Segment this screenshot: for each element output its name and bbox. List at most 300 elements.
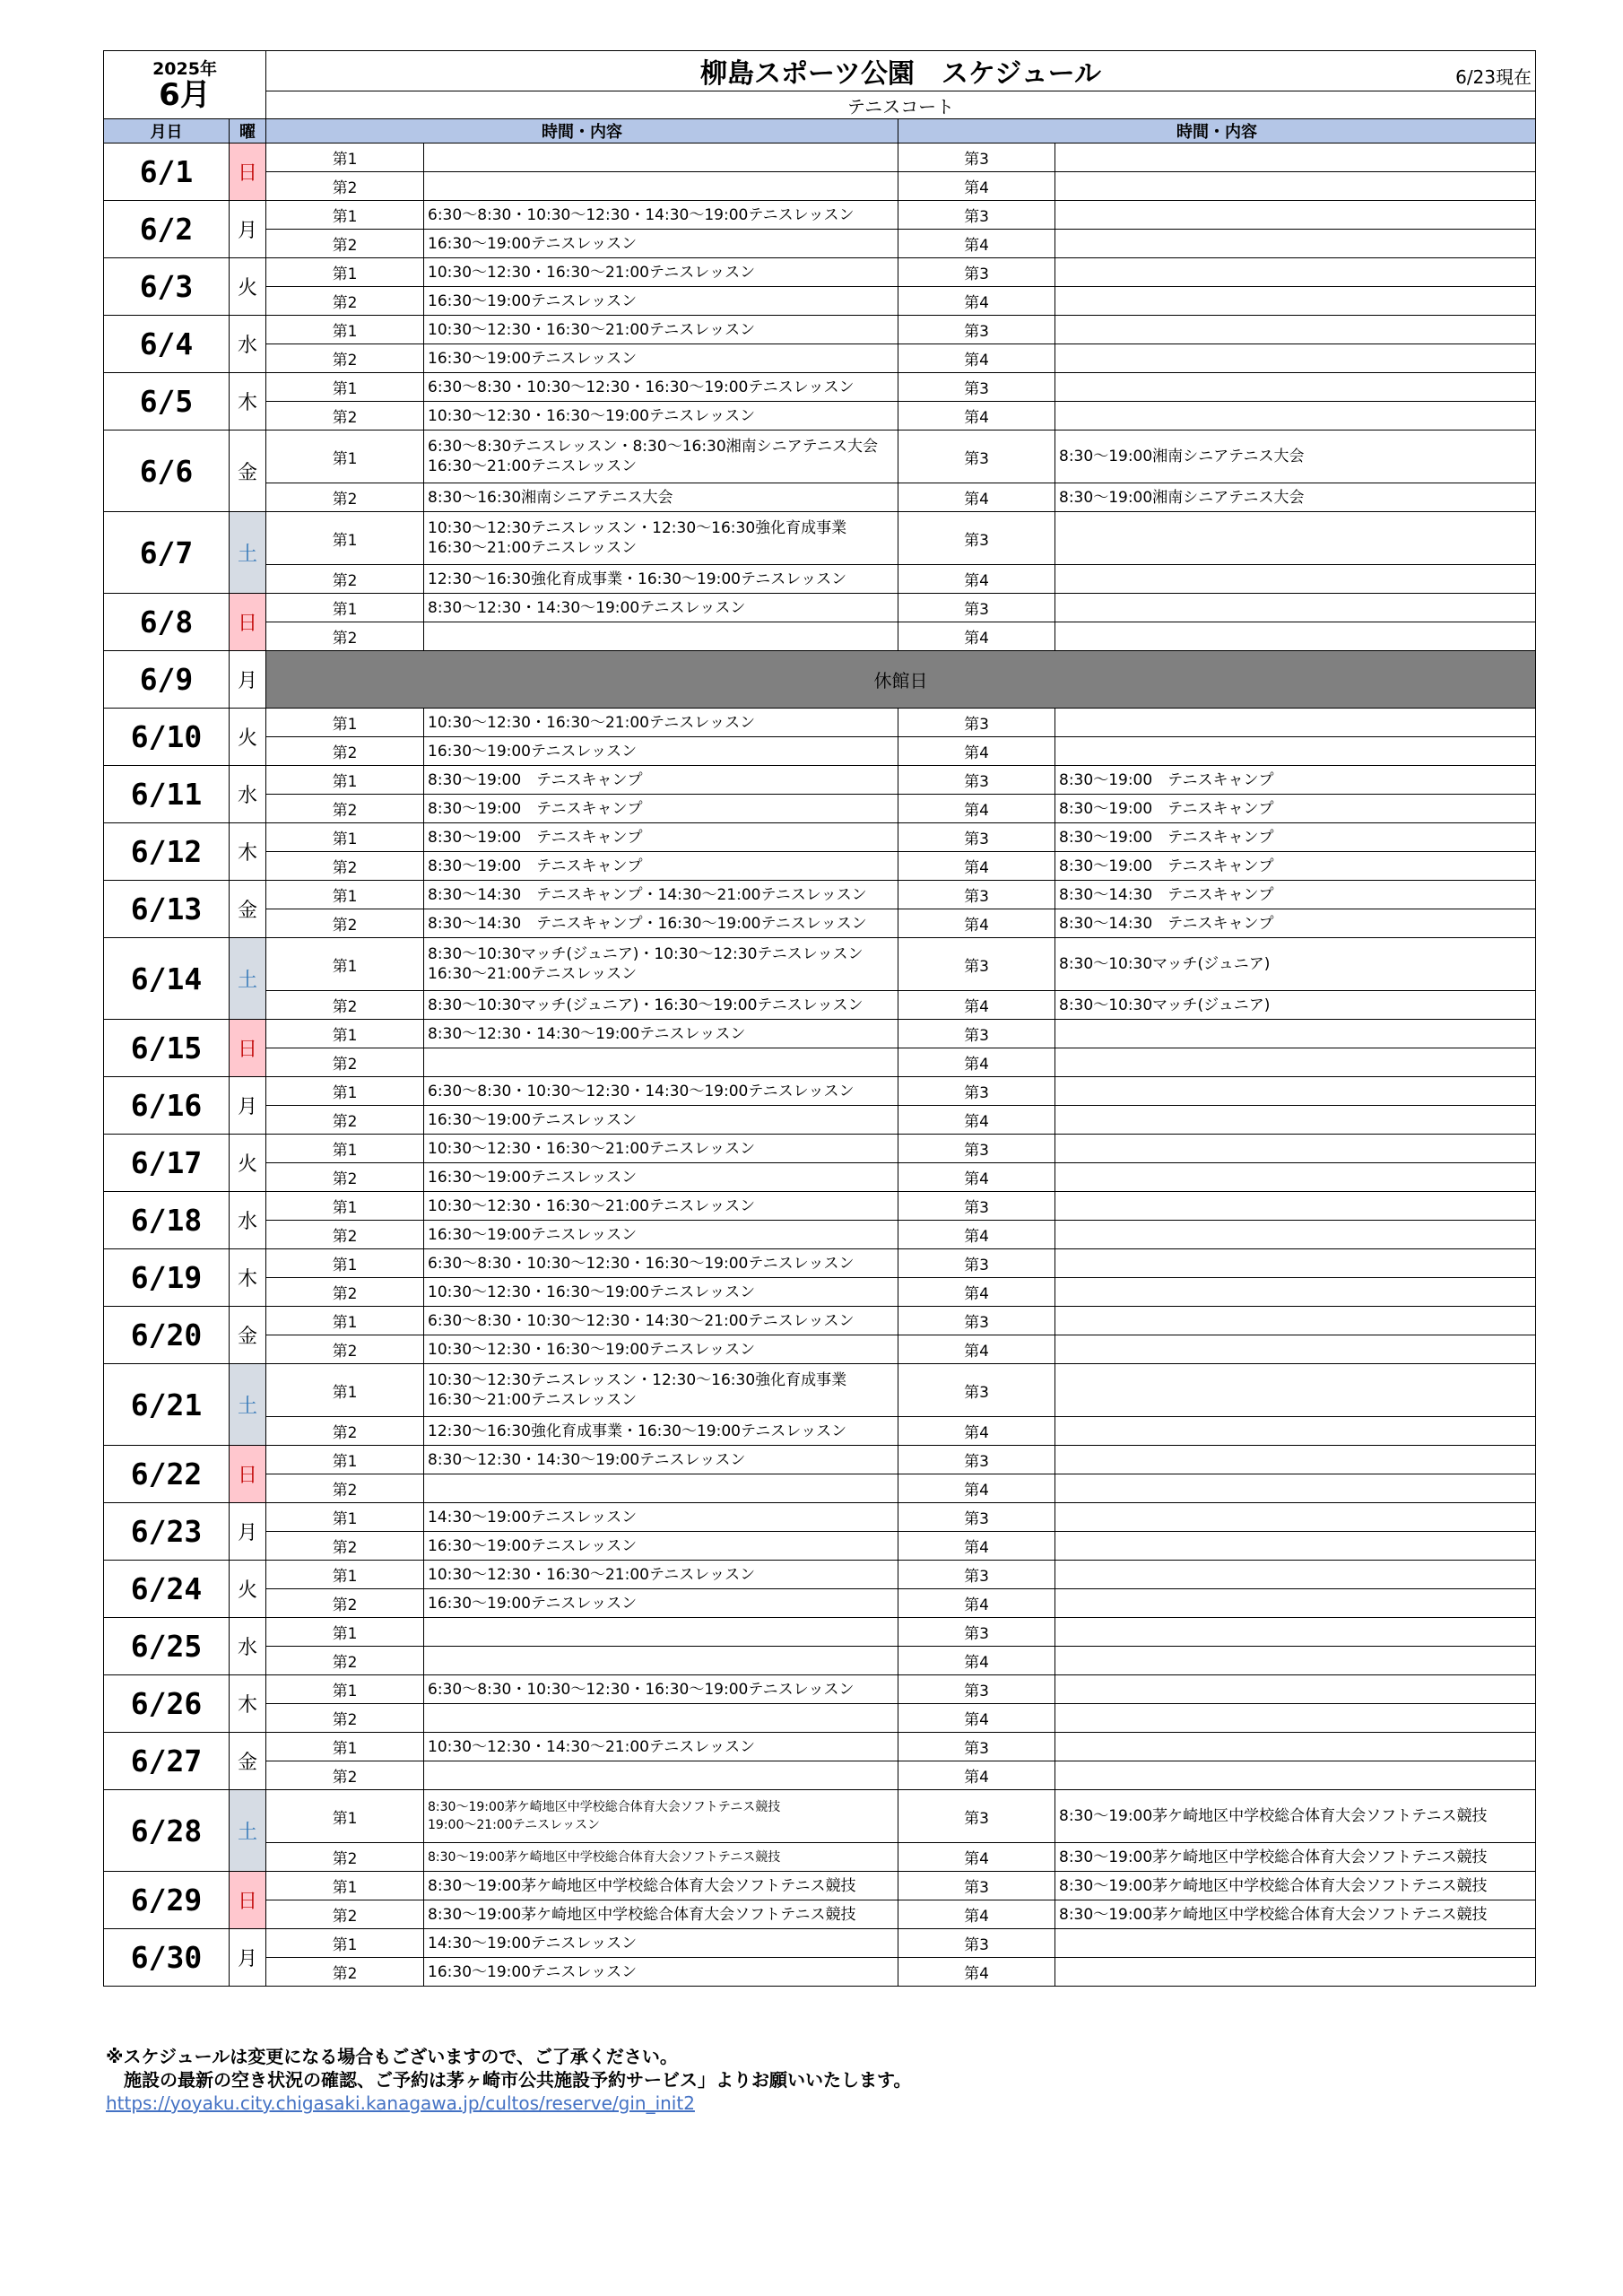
court-label: 第4	[898, 1958, 1055, 1987]
court-label: 第3	[898, 1364, 1055, 1417]
court-schedule	[1055, 344, 1536, 373]
date-cell: 6/12	[104, 823, 230, 881]
court-schedule: 8:30～19:00 テニスキャンプ	[424, 823, 898, 852]
court-label: 第3	[898, 316, 1055, 344]
court-label: 第1	[266, 1135, 424, 1163]
court-label: 第2	[266, 1106, 424, 1135]
date-cell: 6/6	[104, 430, 230, 512]
title-cell	[266, 51, 1536, 91]
court-schedule	[1055, 594, 1536, 622]
date-cell: 6/4	[104, 316, 230, 373]
court-schedule: 8:30～14:30 テニスキャンプ・14:30～21:00テニスレッスン	[424, 881, 898, 909]
court-label: 第1	[266, 373, 424, 402]
court-label: 第1	[266, 1446, 424, 1474]
day-row	[104, 344, 1536, 373]
court-label: 第4	[898, 344, 1055, 373]
day-row	[104, 512, 1536, 565]
day-row	[104, 1106, 1536, 1135]
court-schedule: 8:30～10:30マッチ(ジュニア)	[1055, 991, 1536, 1020]
court-label: 第2	[266, 172, 424, 201]
weekday-cell: 火	[230, 258, 266, 316]
court-schedule: 8:30～12:30・14:30～19:00テニスレッスン	[424, 594, 898, 622]
weekday-cell: 土	[230, 512, 266, 594]
court-label: 第2	[266, 795, 424, 823]
day-row	[104, 1249, 1536, 1278]
day-row	[104, 1618, 1536, 1647]
column-header-row	[104, 119, 1536, 144]
page-title: 柳島スポーツ公園 スケジュール	[700, 58, 1102, 90]
court-label: 第1	[266, 1364, 424, 1417]
court-label: 第3	[898, 1307, 1055, 1335]
court-label: 第2	[266, 1221, 424, 1249]
date-cell: 6/15	[104, 1020, 230, 1077]
court-schedule: 10:30～12:30テニスレッスン・12:30～16:30強化育成事業 16:30～21:00テニスレッスン	[424, 512, 898, 565]
court-label: 第4	[898, 402, 1055, 430]
court-schedule: 10:30～12:30・16:30～19:00テニスレッスン	[424, 1278, 898, 1307]
court-schedule: 8:30～19:00 テニスキャンプ	[424, 852, 898, 881]
weekday-cell: 火	[230, 1561, 266, 1618]
court-label: 第4	[898, 1843, 1055, 1872]
footer-notes	[106, 2045, 911, 2092]
day-row	[104, 201, 1536, 230]
note-change: ※スケジュールは変更になる場合もございますので、ご了承ください。	[106, 2046, 678, 2067]
court-label: 第1	[266, 1077, 424, 1106]
court-label: 第1	[266, 709, 424, 737]
court-schedule: 8:30～12:30・14:30～19:00テニスレッスン	[424, 1020, 898, 1048]
day-row	[104, 1733, 1536, 1761]
court-schedule	[1055, 1335, 1536, 1364]
court-label: 第4	[898, 483, 1055, 512]
court-schedule: 6:30～8:30・10:30～12:30・14:30～21:00テニスレッスン	[424, 1307, 898, 1335]
court-schedule: 10:30～12:30・14:30～21:00テニスレッスン	[424, 1733, 898, 1761]
court-schedule: 8:30～19:00 テニスキャンプ	[1055, 766, 1536, 795]
court-schedule	[424, 1704, 898, 1733]
court-label: 第3	[898, 881, 1055, 909]
court-schedule: 16:30～19:00テニスレッスン	[424, 1163, 898, 1192]
court-label: 第3	[898, 1077, 1055, 1106]
weekday-cell: 水	[230, 766, 266, 823]
court-label: 第3	[898, 823, 1055, 852]
day-row	[104, 594, 1536, 622]
weekday-cell: 月	[230, 651, 266, 709]
day-row	[104, 373, 1536, 402]
court-label: 第1	[266, 1020, 424, 1048]
weekday-cell: 土	[230, 1790, 266, 1872]
court-label: 第4	[898, 1417, 1055, 1446]
weekday-cell: 日	[230, 1872, 266, 1929]
court-label: 第3	[898, 1446, 1055, 1474]
court-schedule	[1055, 1135, 1536, 1163]
court-schedule: 8:30～19:00 テニスキャンプ	[424, 795, 898, 823]
note-reservation: 施設の最新の空き状況の確認、ご予約は茅ヶ崎市公共施設予約サービス」よりお願いいたします。	[124, 2069, 912, 2091]
court-schedule	[1055, 1675, 1536, 1704]
court-label: 第1	[266, 1733, 424, 1761]
court-schedule: 6:30～8:30・10:30～12:30・16:30～19:00テニスレッスン	[424, 373, 898, 402]
court-schedule: 8:30～19:00茅ケ崎地区中学校総合体育大会ソフトテニス競技	[1055, 1790, 1536, 1843]
court-label: 第3	[898, 594, 1055, 622]
court-label: 第2	[266, 1532, 424, 1561]
date-cell: 6/24	[104, 1561, 230, 1618]
court-schedule: 16:30～19:00テニスレッスン	[424, 344, 898, 373]
date-cell: 6/17	[104, 1135, 230, 1192]
court-schedule: 8:30～19:00茅ケ崎地区中学校総合体育大会ソフトテニス競技	[424, 1872, 898, 1900]
court-label: 第1	[266, 1249, 424, 1278]
court-label: 第4	[898, 1532, 1055, 1561]
court-schedule	[1055, 1532, 1536, 1561]
month-label-cell	[104, 51, 266, 119]
court-schedule	[1055, 622, 1536, 651]
court-label: 第2	[266, 737, 424, 766]
court-label: 第2	[266, 1647, 424, 1675]
date-cell: 6/14	[104, 938, 230, 1020]
date-cell: 6/20	[104, 1307, 230, 1364]
day-row	[104, 823, 1536, 852]
day-row	[104, 1446, 1536, 1474]
day-row	[104, 1077, 1536, 1106]
court-label: 第3	[898, 1020, 1055, 1048]
court-schedule: 8:30～19:00茅ケ崎地区中学校総合体育大会ソフトテニス競技	[1055, 1872, 1536, 1900]
court-label: 第4	[898, 1335, 1055, 1364]
weekday-cell: 木	[230, 1249, 266, 1307]
court-label: 第3	[898, 258, 1055, 287]
date-cell: 6/7	[104, 512, 230, 594]
weekday-cell: 月	[230, 1929, 266, 1987]
weekday-cell: 月	[230, 1503, 266, 1561]
court-schedule	[1055, 402, 1536, 430]
day-row	[104, 1474, 1536, 1503]
closed-day-cell: 休館日	[266, 651, 1536, 709]
day-row	[104, 1589, 1536, 1618]
court-schedule	[424, 1618, 898, 1647]
date-cell: 6/1	[104, 144, 230, 201]
date-cell: 6/25	[104, 1618, 230, 1675]
court-schedule	[424, 1761, 898, 1790]
court-schedule: 8:30～10:30マッチ(ジュニア)・16:30～19:00テニスレッスン	[424, 991, 898, 1020]
day-row	[104, 938, 1536, 991]
court-schedule	[1055, 1733, 1536, 1761]
court-schedule	[1055, 316, 1536, 344]
date-cell: 6/13	[104, 881, 230, 938]
date-cell: 6/27	[104, 1733, 230, 1790]
court-schedule	[1055, 1958, 1536, 1987]
day-row	[104, 852, 1536, 881]
court-label: 第2	[266, 991, 424, 1020]
facility-label: テニスコート	[266, 91, 1536, 119]
court-schedule: 8:30～19:00 テニスキャンプ	[1055, 823, 1536, 852]
court-schedule	[1055, 1221, 1536, 1249]
court-label: 第3	[898, 766, 1055, 795]
court-schedule	[1055, 1589, 1536, 1618]
court-schedule	[1055, 144, 1536, 172]
day-row	[104, 1163, 1536, 1192]
day-row	[104, 1135, 1536, 1163]
court-schedule	[1055, 1704, 1536, 1733]
court-schedule: 8:30～19:00茅ケ崎地区中学校総合体育大会ソフトテニス競技	[424, 1900, 898, 1929]
court-schedule: 12:30～16:30強化育成事業・16:30～19:00テニスレッスン	[424, 1417, 898, 1446]
court-schedule	[1055, 1929, 1536, 1958]
court-label: 第1	[266, 1192, 424, 1221]
day-row	[104, 1048, 1536, 1077]
court-label: 第1	[266, 1618, 424, 1647]
court-label: 第1	[266, 144, 424, 172]
day-row	[104, 1335, 1536, 1364]
court-label: 第2	[266, 1589, 424, 1618]
day-row	[104, 737, 1536, 766]
court-schedule: 8:30～19:00 テニスキャンプ	[1055, 795, 1536, 823]
court-label: 第1	[266, 1561, 424, 1589]
date-cell: 6/30	[104, 1929, 230, 1987]
date-cell: 6/5	[104, 373, 230, 430]
court-label: 第4	[898, 909, 1055, 938]
court-label: 第4	[898, 852, 1055, 881]
court-label: 第2	[266, 344, 424, 373]
court-schedule	[424, 144, 898, 172]
court-label: 第1	[266, 938, 424, 991]
day-row	[104, 172, 1536, 201]
court-schedule: 10:30～12:30・16:30～21:00テニスレッスン	[424, 258, 898, 287]
day-row	[104, 1561, 1536, 1589]
court-schedule: 8:30～12:30・14:30～19:00テニスレッスン	[424, 1446, 898, 1474]
date-cell: 6/21	[104, 1364, 230, 1446]
court-label: 第3	[898, 938, 1055, 991]
day-row	[104, 1761, 1536, 1790]
weekday-cell: 土	[230, 938, 266, 1020]
court-label: 第1	[266, 594, 424, 622]
day-row	[104, 430, 1536, 483]
court-label: 第2	[266, 565, 424, 594]
day-row	[104, 709, 1536, 737]
court-label: 第3	[898, 1618, 1055, 1647]
court-schedule: 10:30～12:30・16:30～21:00テニスレッスン	[424, 709, 898, 737]
court-schedule	[1055, 1278, 1536, 1307]
weekday-cell: 金	[230, 881, 266, 938]
court-label: 第2	[266, 1474, 424, 1503]
day-row	[104, 402, 1536, 430]
court-label: 第4	[898, 795, 1055, 823]
court-schedule	[1055, 258, 1536, 287]
court-schedule	[1055, 1417, 1536, 1446]
court-schedule	[1055, 1446, 1536, 1474]
court-schedule: 16:30～19:00テニスレッスン	[424, 1958, 898, 1987]
court-label: 第3	[898, 201, 1055, 230]
court-label: 第3	[898, 1733, 1055, 1761]
court-label: 第4	[898, 1474, 1055, 1503]
court-label: 第1	[266, 823, 424, 852]
court-label: 第1	[266, 1929, 424, 1958]
court-schedule	[1055, 230, 1536, 258]
court-label: 第2	[266, 1163, 424, 1192]
court-schedule	[1055, 1192, 1536, 1221]
date-cell: 6/3	[104, 258, 230, 316]
day-row	[104, 316, 1536, 344]
day-row	[104, 1790, 1536, 1843]
court-schedule: 8:30～19:00湘南シニアテニス大会	[1055, 483, 1536, 512]
court-label: 第3	[898, 709, 1055, 737]
court-label: 第2	[266, 402, 424, 430]
weekday-cell: 木	[230, 1675, 266, 1733]
court-label: 第2	[266, 1761, 424, 1790]
date-cell: 6/11	[104, 766, 230, 823]
court-schedule	[1055, 201, 1536, 230]
day-row	[104, 144, 1536, 172]
reservation-link[interactable]: https://yoyaku.city.chigasaki.kanagawa.jp/cultos/reserve/gin_init2	[106, 2092, 695, 2114]
court-schedule	[424, 1474, 898, 1503]
day-row	[104, 1503, 1536, 1532]
weekday-cell: 月	[230, 1077, 266, 1135]
court-label: 第2	[266, 1900, 424, 1929]
court-label: 第4	[898, 1704, 1055, 1733]
day-row	[104, 1532, 1536, 1561]
court-label: 第3	[898, 1929, 1055, 1958]
court-schedule: 10:30～12:30・16:30～19:00テニスレッスン	[424, 402, 898, 430]
court-schedule: 6:30～8:30・10:30～12:30・16:30～19:00テニスレッスン	[424, 1249, 898, 1278]
court-schedule: 8:30～14:30 テニスキャンプ	[1055, 909, 1536, 938]
day-row	[104, 1647, 1536, 1675]
day-row	[104, 1872, 1536, 1900]
court-schedule: 16:30～19:00テニスレッスン	[424, 230, 898, 258]
court-label: 第2	[266, 1048, 424, 1077]
court-label: 第3	[898, 1675, 1055, 1704]
weekday-cell: 月	[230, 201, 266, 258]
court-schedule: 12:30～16:30強化育成事業・16:30～19:00テニスレッスン	[424, 565, 898, 594]
court-schedule: 8:30～19:00 テニスキャンプ	[1055, 852, 1536, 881]
date-cell: 6/18	[104, 1192, 230, 1249]
date-cell: 6/26	[104, 1675, 230, 1733]
day-row	[104, 287, 1536, 316]
court-label: 第3	[898, 1192, 1055, 1221]
court-schedule: 6:30～8:30テニスレッスン・8:30～16:30湘南シニアテニス大会 16:30～21:00テニスレッスン	[424, 430, 898, 483]
day-row	[104, 1958, 1536, 1987]
court-schedule: 8:30～14:30 テニスキャンプ	[1055, 881, 1536, 909]
court-schedule: 8:30～19:00湘南シニアテニス大会	[1055, 430, 1536, 483]
date-cell: 6/10	[104, 709, 230, 766]
day-row	[104, 483, 1536, 512]
court-label: 第4	[898, 1900, 1055, 1929]
court-schedule: 10:30～12:30・16:30～21:00テニスレッスン	[424, 316, 898, 344]
weekday-cell: 金	[230, 1307, 266, 1364]
court-label: 第3	[898, 1135, 1055, 1163]
court-schedule: 6:30～8:30・10:30～12:30・14:30～19:00テニスレッスン	[424, 201, 898, 230]
weekday-cell: 木	[230, 373, 266, 430]
court-label: 第3	[898, 373, 1055, 402]
court-label: 第1	[266, 1503, 424, 1532]
court-label: 第4	[898, 1589, 1055, 1618]
court-schedule	[1055, 373, 1536, 402]
weekday-cell: 日	[230, 1020, 266, 1077]
weekday-cell: 日	[230, 144, 266, 201]
weekday-cell: 日	[230, 1446, 266, 1503]
court-label: 第1	[266, 1307, 424, 1335]
court-schedule: 6:30～8:30・10:30～12:30・16:30～19:00テニスレッスン	[424, 1675, 898, 1704]
court-label: 第2	[266, 1278, 424, 1307]
day-row	[104, 909, 1536, 938]
weekday-cell: 水	[230, 1618, 266, 1675]
court-label: 第2	[266, 230, 424, 258]
day-row	[104, 1020, 1536, 1048]
day-row	[104, 991, 1536, 1020]
court-schedule: 16:30～19:00テニスレッスン	[424, 1106, 898, 1135]
court-label: 第4	[898, 991, 1055, 1020]
court-label: 第3	[898, 430, 1055, 483]
court-schedule	[424, 1048, 898, 1077]
court-label: 第2	[266, 1958, 424, 1987]
court-schedule	[1055, 1077, 1536, 1106]
day-row	[104, 1900, 1536, 1929]
weekday-cell: 金	[230, 430, 266, 512]
court-label: 第4	[898, 172, 1055, 201]
court-schedule	[1055, 1618, 1536, 1647]
court-label: 第2	[266, 852, 424, 881]
schedule-table	[103, 50, 1536, 1987]
day-row	[104, 1278, 1536, 1307]
court-schedule: 16:30～19:00テニスレッスン	[424, 737, 898, 766]
court-schedule: 8:30～19:00茅ケ崎地区中学校総合体育大会ソフトテニス競技	[1055, 1900, 1536, 1929]
court-schedule: 8:30～19:00茅ケ崎地区中学校総合体育大会ソフトテニス競技 19:00～21:00テニスレッスン	[424, 1790, 898, 1843]
court-schedule: 16:30～19:00テニスレッスン	[424, 1589, 898, 1618]
date-cell: 6/19	[104, 1249, 230, 1307]
court-label: 第4	[898, 565, 1055, 594]
court-schedule	[1055, 1474, 1536, 1503]
court-schedule: 10:30～12:30・16:30～19:00テニスレッスン	[424, 1335, 898, 1364]
weekday-cell: 水	[230, 316, 266, 373]
weekday-cell: 日	[230, 594, 266, 651]
court-label: 第4	[898, 1278, 1055, 1307]
weekday-cell: 水	[230, 1192, 266, 1249]
day-row	[104, 1675, 1536, 1704]
day-row	[104, 1221, 1536, 1249]
court-schedule	[1055, 1307, 1536, 1335]
court-schedule	[424, 1647, 898, 1675]
court-schedule	[1055, 565, 1536, 594]
weekday-cell: 木	[230, 823, 266, 881]
court-label: 第2	[266, 287, 424, 316]
court-schedule: 10:30～12:30・16:30～21:00テニスレッスン	[424, 1135, 898, 1163]
court-schedule: 14:30～19:00テニスレッスン	[424, 1929, 898, 1958]
day-row	[104, 258, 1536, 287]
court-schedule	[1055, 1561, 1536, 1589]
court-schedule	[424, 622, 898, 651]
court-label: 第1	[266, 1675, 424, 1704]
court-label: 第2	[266, 622, 424, 651]
court-schedule: 16:30～19:00テニスレッスン	[424, 1221, 898, 1249]
court-schedule: 8:30～14:30 テニスキャンプ・16:30～19:00テニスレッスン	[424, 909, 898, 938]
court-label: 第2	[266, 483, 424, 512]
court-label: 第4	[898, 230, 1055, 258]
court-label: 第4	[898, 1761, 1055, 1790]
court-schedule: 16:30～19:00テニスレッスン	[424, 287, 898, 316]
date-cell: 6/8	[104, 594, 230, 651]
court-schedule	[1055, 709, 1536, 737]
court-label: 第3	[898, 1561, 1055, 1589]
court-schedule: 8:30～10:30マッチ(ジュニア)	[1055, 938, 1536, 991]
weekday-cell: 土	[230, 1364, 266, 1446]
court-label: 第3	[898, 512, 1055, 565]
court-schedule	[1055, 1503, 1536, 1532]
court-label: 第1	[266, 258, 424, 287]
date-cell: 6/28	[104, 1790, 230, 1872]
court-label: 第4	[898, 1221, 1055, 1249]
court-label: 第4	[898, 737, 1055, 766]
date-cell: 6/23	[104, 1503, 230, 1561]
court-label: 第1	[266, 881, 424, 909]
day-row	[104, 1843, 1536, 1872]
court-schedule	[1055, 1249, 1536, 1278]
as-of-date: 6/23現在	[1455, 66, 1532, 88]
court-label: 第1	[266, 430, 424, 483]
weekday-cell: 金	[230, 1733, 266, 1790]
day-row	[104, 1192, 1536, 1221]
court-label: 第2	[266, 1704, 424, 1733]
